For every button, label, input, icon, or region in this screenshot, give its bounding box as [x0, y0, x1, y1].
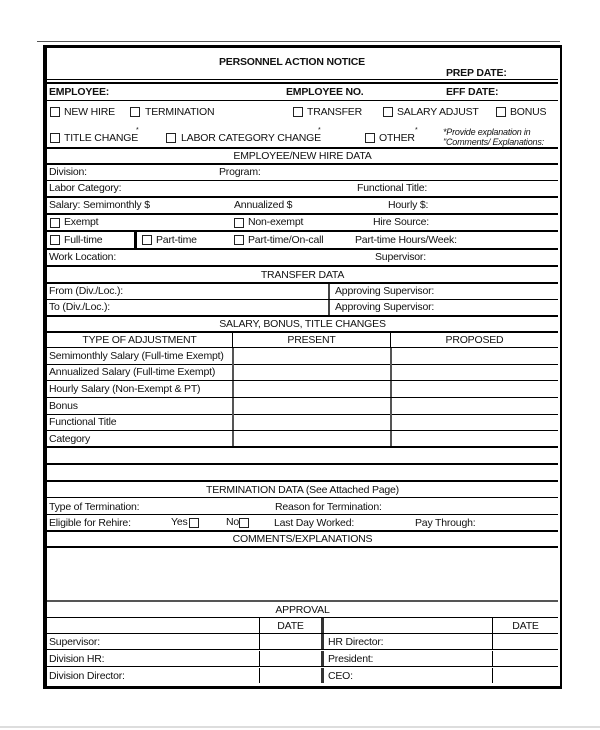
divider	[328, 300, 330, 315]
blank-row	[47, 448, 558, 465]
salary-adjust-label: SALARY ADJUST	[397, 106, 479, 118]
present-cell[interactable]	[234, 431, 390, 446]
approving-supervisor-label: Approving Supervisor:	[335, 301, 435, 313]
employee-row	[47, 84, 558, 101]
section-heading: COMMENTS/EXPLANATIONS	[232, 533, 373, 545]
salary-table-row	[47, 431, 558, 448]
proposed-cell[interactable]	[392, 381, 558, 397]
prep-date-label: PREP DATE:	[446, 67, 507, 79]
note-line-2: "Comments/ Explanations:	[443, 137, 544, 147]
work-location-row	[47, 250, 558, 267]
salary-semimonthly-label: Salary: Semimonthly $	[49, 199, 150, 211]
division-row	[47, 165, 558, 181]
approval-row	[47, 668, 558, 683]
supervisor-label: Supervisor:	[375, 251, 426, 263]
divider	[492, 668, 493, 683]
labor-category-change-checkbox[interactable]	[166, 133, 176, 143]
divider	[328, 284, 330, 299]
rehire-no-checkbox[interactable]	[239, 518, 249, 528]
new-hire-checkbox[interactable]	[50, 107, 60, 117]
action-row-1	[47, 101, 558, 123]
from-label: From (Div./Loc.):	[49, 285, 123, 297]
hire-source-label: Hire Source:	[373, 216, 429, 228]
transfer-section-heading	[47, 267, 558, 284]
asterisk: *	[415, 127, 418, 134]
work-location-label: Work Location:	[49, 251, 117, 263]
labor-category-change-label: LABOR CATEGORY CHANGE	[181, 132, 321, 144]
salary-row	[47, 198, 558, 215]
bonus-checkbox[interactable]	[496, 107, 506, 117]
adjustment-type: Category	[49, 433, 91, 445]
proposed-cell[interactable]	[392, 431, 558, 446]
transfer-to-row	[47, 300, 558, 317]
other-checkbox[interactable]	[365, 133, 375, 143]
approver-label: Division HR:	[49, 653, 105, 665]
approval-date-header-row	[47, 618, 558, 634]
termination-reason-label: Reason for Termination:	[275, 501, 382, 513]
approver-label: Division Director:	[49, 670, 125, 682]
divider	[321, 651, 324, 666]
full-time-checkbox[interactable]	[50, 235, 60, 245]
divider	[47, 79, 558, 80]
employee-section-heading	[47, 149, 558, 165]
non-exempt-label: Non-exempt	[248, 216, 304, 228]
employee-label: EMPLOYEE:	[49, 86, 110, 98]
divider	[259, 668, 260, 683]
blank-row	[47, 465, 558, 482]
exempt-checkbox[interactable]	[50, 218, 60, 228]
labor-category-label: Labor Category:	[49, 182, 122, 194]
approval-row	[47, 634, 558, 650]
approver-label: Supervisor:	[49, 636, 100, 648]
transfer-from-row	[47, 284, 558, 300]
rehire-row	[47, 515, 558, 532]
salary-table-header	[47, 333, 558, 348]
no-label: No	[226, 516, 240, 528]
divider	[492, 634, 493, 649]
divider	[321, 668, 324, 683]
adjustment-type: Annualized Salary (Full-time Exempt)	[49, 366, 216, 378]
asterisk: *	[318, 127, 321, 134]
new-hire-label: NEW HIRE	[64, 106, 115, 118]
adjustment-type: Hourly Salary (Non-Exempt & PT)	[49, 383, 201, 395]
title-change-checkbox[interactable]	[50, 133, 60, 143]
date-header: DATE	[277, 620, 304, 632]
comments-box[interactable]	[47, 548, 558, 602]
salary-section-heading	[47, 317, 558, 333]
present-cell[interactable]	[234, 364, 390, 380]
proposed-cell[interactable]	[392, 364, 558, 380]
section-heading: APPROVAL	[275, 604, 330, 616]
divider	[259, 618, 260, 633]
employment-type-row	[47, 232, 558, 250]
column-header: TYPE OF ADJUSTMENT	[82, 334, 197, 346]
proposed-cell[interactable]	[392, 398, 558, 414]
termination-label: TERMINATION	[145, 106, 215, 118]
labor-category-row	[47, 181, 558, 198]
rehire-yes-checkbox[interactable]	[189, 518, 199, 528]
note-line-1: *Provide explanation in	[443, 127, 531, 137]
pay-through-label: Pay Through:	[415, 517, 476, 529]
proposed-cell[interactable]	[392, 348, 558, 364]
transfer-label: TRANSFER	[307, 106, 362, 118]
division-label: Division:	[49, 166, 87, 178]
to-label: To (Div./Loc.):	[49, 301, 110, 313]
eligible-rehire-label: Eligible for Rehire:	[49, 517, 131, 529]
divider	[492, 651, 493, 666]
bonus-label: BONUS	[510, 106, 547, 118]
form-title: PERSONNEL ACTION NOTICE	[219, 56, 365, 68]
other-label: OTHER	[379, 132, 415, 144]
approver-label: CEO:	[328, 670, 353, 682]
approval-row	[47, 651, 558, 667]
title-change-label: TITLE CHANGE	[64, 132, 139, 144]
divider	[259, 634, 260, 649]
part-time-on-call-label: Part-time/On-call	[248, 234, 324, 246]
approver-label: President:	[328, 653, 374, 665]
adjustment-type: Semimonthly Salary (Full-time Exempt)	[49, 350, 224, 362]
divider	[492, 618, 493, 633]
termination-checkbox[interactable]	[130, 107, 140, 117]
adjustment-type: Functional Title	[49, 416, 117, 428]
part-time-label: Part-time	[156, 234, 197, 246]
approval-heading	[47, 602, 558, 618]
divider	[321, 618, 324, 633]
section-heading: TRANSFER DATA	[260, 269, 345, 281]
exempt-row	[47, 215, 558, 232]
annualized-label: Annualized $	[234, 199, 293, 211]
section-heading: TERMINATION DATA (See Attached Page)	[206, 484, 399, 496]
approving-supervisor-label: Approving Supervisor:	[335, 285, 435, 297]
action-row-2	[47, 123, 558, 149]
comments-heading	[47, 532, 558, 548]
section-heading: SALARY, BONUS, TITLE CHANGES	[219, 318, 386, 330]
divider	[321, 634, 324, 649]
proposed-cell[interactable]	[392, 414, 558, 430]
part-time-on-call-checkbox[interactable]	[234, 235, 244, 245]
section-heading: EMPLOYEE/NEW HIRE DATA	[233, 150, 372, 162]
page-bottom-edge	[0, 726, 600, 728]
termination-type-label: Type of Termination:	[49, 501, 140, 513]
last-day-worked-label: Last Day Worked:	[274, 517, 355, 529]
termination-section-heading	[47, 482, 558, 498]
salary-table-row	[47, 414, 558, 431]
present-cell[interactable]	[234, 381, 390, 397]
employee-no-label: EMPLOYEE NO.	[286, 86, 364, 98]
termination-type-row	[47, 498, 558, 515]
divider	[134, 232, 137, 248]
adjustment-type: Bonus	[49, 400, 78, 412]
present-cell[interactable]	[234, 398, 390, 414]
part-time-checkbox[interactable]	[142, 235, 152, 245]
approver-label: HR Director:	[328, 636, 384, 648]
eff-date-label: EFF DATE:	[446, 86, 499, 98]
non-exempt-checkbox[interactable]	[234, 218, 244, 228]
column-header: PROPOSED	[445, 334, 504, 346]
salary-adjust-checkbox[interactable]	[383, 107, 393, 117]
exempt-label: Exempt	[64, 216, 99, 228]
explanation-note	[443, 127, 555, 147]
present-cell[interactable]	[234, 348, 390, 364]
salary-table-row	[47, 398, 558, 415]
present-cell[interactable]	[234, 414, 390, 430]
salary-table-row	[47, 348, 558, 365]
program-label: Program:	[219, 166, 261, 178]
hourly-label: Hourly $:	[388, 199, 429, 211]
date-header: DATE	[512, 620, 539, 632]
part-time-hours-label: Part-time Hours/Week:	[355, 234, 457, 246]
functional-title-label: Functional Title:	[357, 182, 428, 194]
yes-label: Yes	[171, 516, 188, 528]
full-time-label: Full-time	[64, 234, 103, 246]
salary-table-row	[47, 381, 558, 398]
salary-table-row	[47, 364, 558, 381]
page-edge	[37, 41, 560, 42]
asterisk: *	[136, 127, 139, 134]
divider	[259, 651, 260, 666]
column-header: PRESENT	[287, 334, 336, 346]
transfer-checkbox[interactable]	[293, 107, 303, 117]
